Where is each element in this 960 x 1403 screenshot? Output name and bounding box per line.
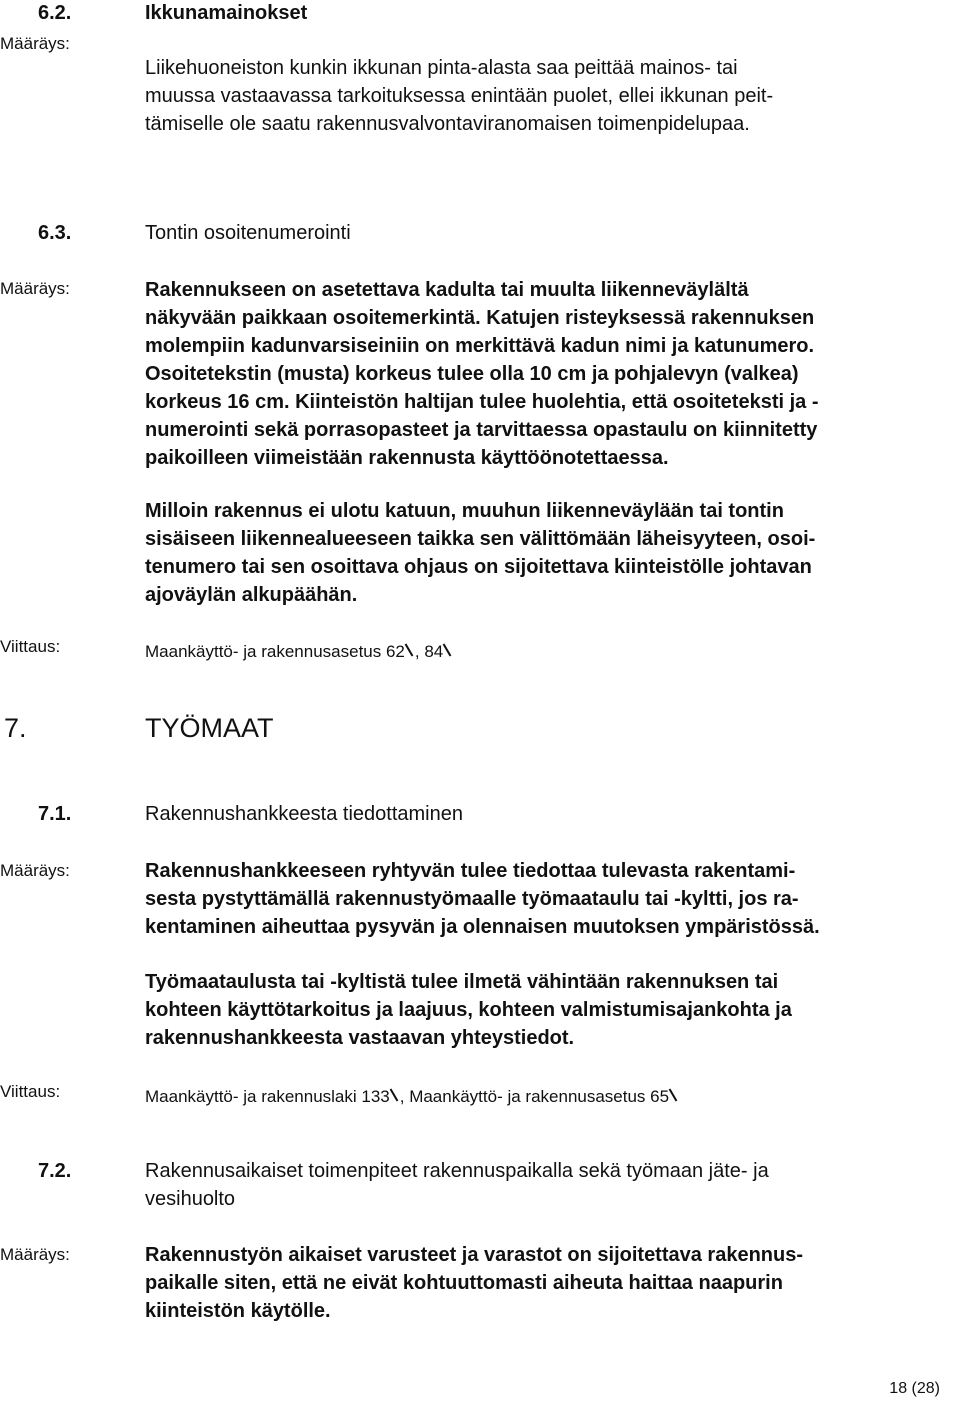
paragraph-7-1-b [145, 968, 957, 1052]
text-line: Työmaataulusta tai -kyltistä tulee ilmetä vähintään rakennuksen tai [145, 971, 779, 993]
text-line: Milloin rakennus ei ulotu katuun, muuhun liikenneväylään tai tontin [145, 500, 784, 522]
chapter-title: TYÖMAAT [145, 713, 274, 743]
section-sign-icon [405, 637, 415, 657]
paragraph-6-3-a [145, 276, 957, 472]
section-title: Ikkunamainokset [145, 2, 308, 24]
reference-text: , 84 [414, 642, 444, 661]
maarays-label: Määräys: [0, 861, 70, 880]
page-number: 18 (28) [889, 1380, 940, 1397]
text-line: näkyvään paikkaan osoitemerkintä. Katujen risteyksessä rakennuksen [145, 307, 815, 329]
text-line: sesta pystyttämällä rakennustyömaalle työmaataulu tai -kyltti, jos ra- [145, 888, 799, 910]
reference-text: Maankäyttö- ja rakennusasetus 62 [145, 642, 405, 661]
text-line: Rakennukseen on asetettava kadulta tai muulta liikenneväylältä [145, 279, 749, 301]
text-line: kentaminen aiheuttaa pysyvän ja olennaisen muutoksen ympäristössä. [145, 916, 820, 938]
text-line: tenumero tai sen osoittava ohjaus on sijoitettava kiinteistölle johtavan [145, 556, 812, 578]
viittaus-label: Viittaus: [0, 637, 61, 656]
section-number: 6.3. [38, 222, 72, 244]
maarays-label: Määräys: [0, 34, 70, 53]
section-sign-icon [443, 637, 453, 657]
reference-text: , Maankäyttö- ja rakennusasetus 65 [399, 1087, 670, 1106]
text-line: Rakennustyön aikaiset varusteet ja varastot on sijoitettava rakennus- [145, 1244, 804, 1266]
text-line: korkeus 16 cm. Kiinteistön haltijan tulee huolehtia, että osoiteteksti ja - [145, 391, 819, 413]
chapter-number: 7. [4, 713, 27, 743]
section-sign-icon [669, 1082, 679, 1102]
section-sign-icon [390, 1082, 400, 1102]
reference-text: Maankäyttö- ja rakennuslaki 133 [145, 1087, 390, 1106]
text-line: numerointi sekä porrasopasteet ja tarvittaessa opastaulu on kiinnitetty [145, 419, 818, 441]
section-number: 7.2. [38, 1160, 72, 1182]
paragraph-6-2 [145, 54, 957, 138]
text-line: kiinteistön käytölle. [145, 1300, 331, 1322]
maarays-label: Määräys: [0, 279, 70, 298]
maarays-label: Määräys: [0, 1245, 70, 1264]
text-line: paikalle siten, että ne eivät kohtuuttomasti aiheuta haittaa naapurin [145, 1272, 783, 1294]
title-line: Rakennusaikaiset toimenpiteet rakennuspaikalla sekä työmaan jäte- ja [145, 1160, 769, 1182]
section-number: 6.2. [38, 2, 72, 24]
section-number: 7.1. [38, 803, 72, 825]
text-line: paikoilleen viimeistään rakennusta käyttöönotettaessa. [145, 447, 669, 469]
section-title: Rakennushankkeesta tiedottaminen [145, 803, 463, 825]
title-line: vesihuolto [145, 1188, 236, 1210]
text-line: tämiselle ole saatu rakennusvalvontaviranomaisen toimenpidelupaa. [145, 113, 750, 135]
section-title: Tontin osoitenumerointi [145, 222, 351, 244]
text-line: Liikehuoneiston kunkin ikkunan pinta-alasta saa peittää mainos- tai [145, 57, 738, 79]
text-line: molempiin kadunvarsiseiniin on merkittävä kadun nimi ja katunumero. [145, 335, 815, 357]
paragraph-6-3-b [145, 497, 957, 609]
text-line: Rakennushankkeeseen ryhtyvän tulee tiedottaa tulevasta rakentami- [145, 860, 796, 882]
paragraph-7-2 [145, 1241, 957, 1325]
text-line: kohteen käyttötarkoitus ja laajuus, kohteen valmistumisajankohta ja [145, 999, 792, 1021]
text-line: ajoväylän alkupäähän. [145, 584, 358, 606]
section-title [145, 1157, 957, 1213]
reference-7-1 [145, 1082, 679, 1107]
paragraph-7-1-a [145, 857, 957, 941]
viittaus-label: Viittaus: [0, 1082, 61, 1101]
text-line: rakennushankkeesta vastaavan yhteystiedot. [145, 1027, 575, 1049]
text-line: Osoitetekstin (musta) korkeus tulee olla 10 cm ja pohjalevyn (valkea) [145, 363, 799, 385]
reference-6-3 [145, 637, 453, 662]
text-line: muussa vastaavassa tarkoituksessa enintään puolet, ellei ikkunan peit- [145, 85, 774, 107]
text-line: sisäiseen liikennealueeseen taikka sen välittömään läheisyyteen, osoi- [145, 528, 816, 550]
